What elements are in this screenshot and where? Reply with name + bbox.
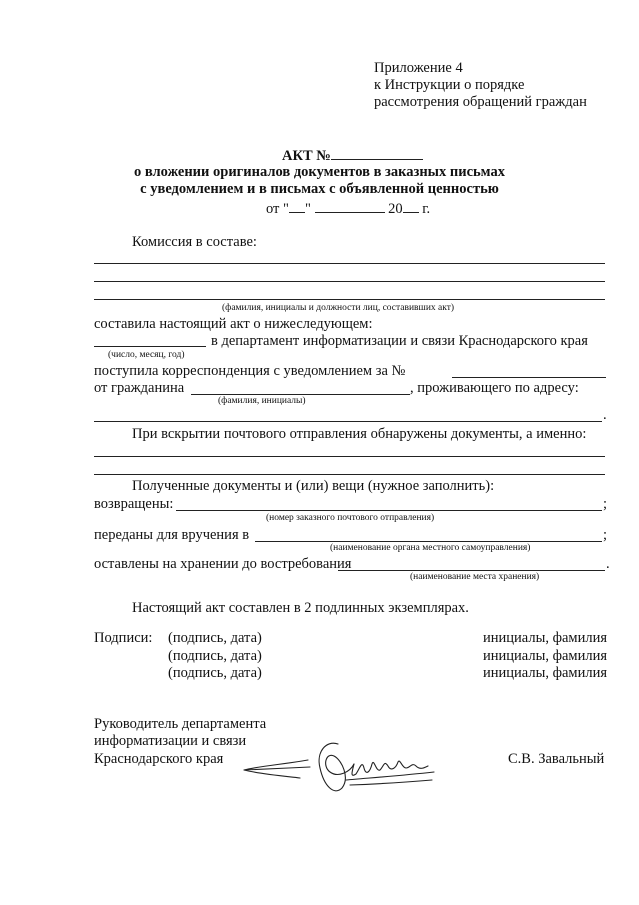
- returned-caption: (номер заказного почтового отправления): [266, 513, 435, 523]
- commission-line-2[interactable]: [94, 281, 605, 282]
- compiled-text: составила настоящий акт о нижеследующем:: [94, 316, 373, 332]
- transferred-field[interactable]: [255, 541, 602, 542]
- appendix-line-2: к Инструкции о порядке: [374, 77, 525, 93]
- signature-row-3-right: инициалы, фамилия: [483, 665, 608, 681]
- stored-dot: .: [606, 556, 610, 572]
- signature-row-2-left: (подпись, дата): [168, 648, 262, 664]
- signatures-label: Подписи:: [94, 630, 153, 646]
- returned-semicolon: ;: [603, 496, 608, 512]
- documents-line-2[interactable]: [94, 474, 605, 475]
- items-received-text: Полученные документы и (или) вещи (нужное заполнить):: [132, 478, 495, 494]
- act-number-label: АКТ №: [282, 148, 331, 164]
- stored-caption: (наименование места хранения): [410, 572, 540, 582]
- date-year-field[interactable]: [403, 199, 419, 213]
- department-text: в департамент информатизации и связи Краснодарского края: [211, 333, 588, 349]
- title-line-2: с уведомлением и в письмах с объявленной ценностью: [140, 181, 499, 197]
- stored-field[interactable]: [338, 570, 605, 571]
- act-number-field[interactable]: [331, 146, 423, 160]
- copies-text: Настоящий акт составлен в 2 подлинных экземплярах.: [132, 600, 469, 616]
- act-date: от " " 20 г.: [266, 201, 431, 217]
- date-caption: (число, месяц, год): [108, 350, 185, 360]
- signature-row-2-right: инициалы, фамилия: [483, 648, 608, 664]
- commission-line-1[interactable]: [94, 263, 605, 264]
- head-line-1: Руководитель департамента: [94, 716, 267, 732]
- documents-line-1[interactable]: [94, 456, 605, 457]
- commission-label: Комиссия в составе:: [132, 234, 257, 250]
- title-line-1: о вложении оригиналов документов в заказных письмах: [134, 164, 505, 180]
- notification-number-field[interactable]: [452, 377, 606, 378]
- commission-line-3[interactable]: [94, 299, 605, 300]
- name-caption: (фамилия, инициалы): [218, 396, 306, 406]
- appendix-line-3: рассмотрения обращений граждан: [374, 94, 587, 110]
- signature-row-1-right: инициалы, фамилия: [483, 630, 608, 646]
- citizen-name-field[interactable]: [191, 394, 410, 395]
- opening-text: При вскрытии почтового отправления обнаружены документы, а именно:: [132, 426, 587, 442]
- head-line-2: информатизации и связи: [94, 733, 247, 749]
- signature-row-3-left: (подпись, дата): [168, 665, 262, 681]
- received-date-field[interactable]: [94, 346, 206, 347]
- act-title: [282, 146, 423, 165]
- returned-field[interactable]: [176, 510, 602, 511]
- handwritten-signature: [238, 738, 438, 800]
- head-name: С.В. Завальный: [508, 751, 605, 767]
- commission-caption: (фамилия, инициалы и должности лиц, составивших акт): [222, 303, 455, 313]
- address-dot: .: [603, 407, 607, 423]
- address-text: , проживающего по адресу:: [410, 380, 579, 396]
- signature-row-1-left: (подпись, дата): [168, 630, 262, 646]
- transferred-caption: (наименование органа местного самоуправления): [330, 543, 531, 553]
- date-month-field[interactable]: [315, 199, 385, 213]
- date-day-field[interactable]: [289, 199, 305, 213]
- received-text: поступила корреспонденция с уведомлением за №: [94, 363, 406, 379]
- stored-label: оставлены на хранении до востребования: [94, 556, 352, 572]
- transferred-semicolon: ;: [603, 527, 608, 543]
- appendix-line-1: Приложение 4: [374, 60, 463, 76]
- returned-label: возвращены:: [94, 496, 174, 512]
- head-line-3: Краснодарского края: [94, 751, 224, 767]
- from-citizen-text: от гражданина: [94, 380, 185, 396]
- address-field[interactable]: [94, 421, 602, 422]
- transferred-label: переданы для вручения в: [94, 527, 250, 543]
